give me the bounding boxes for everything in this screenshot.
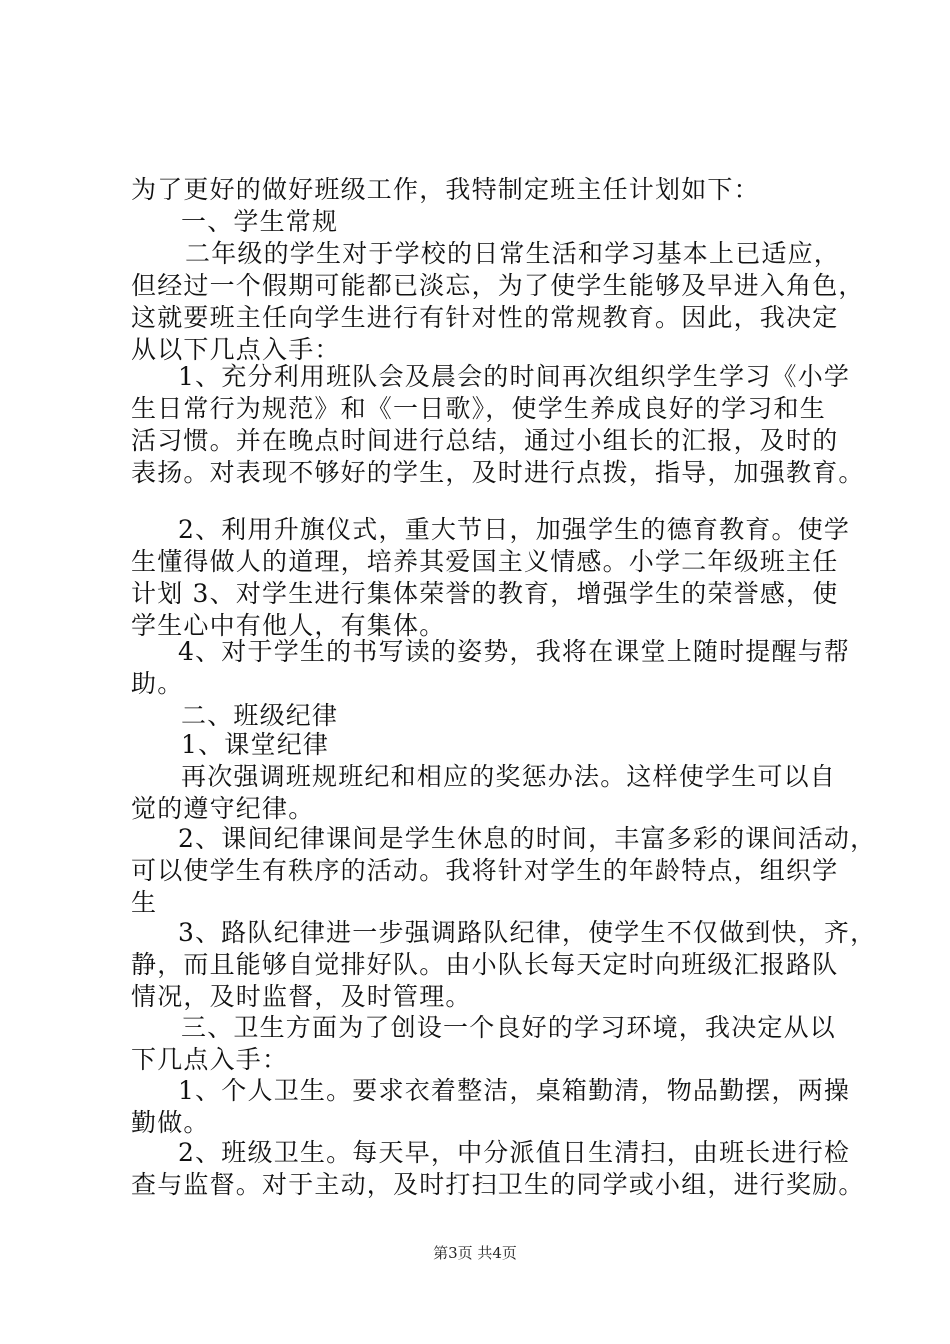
text-line: 这就要班主任向学生进行有针对性的常规教育。因此，我决定 (131, 303, 839, 332)
text-line: 静，而且能够自觉排好队。由小队长每天定时向班级汇报路队 (131, 950, 839, 979)
text-line: 2、利用升旗仪式，重大节日，加强学生的德育教育。使学 (178, 515, 851, 544)
text-line: 觉的遵守纪律。 (131, 794, 315, 823)
text-line: 但经过一个假期可能都已淡忘，为了使学生能够及早进入角色， (131, 271, 865, 300)
subsection-heading: 1、课堂纪律 (181, 730, 330, 759)
text-line: 二年级的学生对于学校的日常生活和学习基本上已适应， (185, 239, 841, 268)
text-line: 勤做。 (131, 1108, 210, 1137)
section-heading: 一、学生常规 (181, 207, 339, 236)
text-line: 查与监督。对于主动，及时打扫卫生的同学或小组，进行奖励。 (131, 1170, 865, 1199)
text-line: 2、班级卫生。每天早，中分派值日生清扫，由班长进行检 (178, 1138, 851, 1167)
text-line: 4、对于学生的书写读的姿势，我将在课堂上随时提醒与帮 (178, 637, 851, 666)
text-line: 生 (131, 888, 158, 917)
text-line: 生懂得做人的道理，培养其爱国主义情感。小学二年级班主任 (131, 547, 839, 576)
text-line: 2、课间纪律课间是学生休息的时间，丰富多彩的课间活动， (178, 824, 877, 853)
section-heading: 三、卫生方面为了创设一个良好的学习环境，我决定从以 (181, 1013, 837, 1042)
text-line: 为了更好的做好班级工作，我特制定班主任计划如下： (131, 175, 760, 204)
text-line: 3、路队纪律进一步强调路队纪律，使学生不仅做到快，齐， (178, 918, 877, 947)
text-line: 再次强调班规班纪和相应的奖惩办法。这样使学生可以自 (181, 762, 837, 791)
text-line: 1、充分利用班队会及晨会的时间再次组织学生学习《小学 (178, 362, 851, 391)
text-line: 表扬。对表现不够好的学生，及时进行点拨，指导，加强教育。 (131, 458, 865, 487)
text-line: 学生心中有他人，有集体。 (131, 611, 446, 640)
page-number-footer: 第3页 共4页 (433, 1244, 517, 1262)
text-line: 助。 (131, 669, 184, 698)
text-line: 1、个人卫生。要求衣着整洁，桌箱勤清，物品勤摆，两操 (178, 1076, 851, 1105)
text-line: 可以使学生有秩序的活动。我将针对学生的年龄特点，组织学 (131, 856, 839, 885)
text-line: 从以下几点入手： (131, 335, 341, 364)
section-heading: 二、班级纪律 (181, 701, 339, 730)
text-line: 计划 3、对学生进行集体荣誉的教育，增强学生的荣誉感，使 (131, 579, 839, 608)
text-line: 生日常行为规范》和《一日歌》，使学生养成良好的学习和生 (131, 394, 826, 423)
text-line: 活习惯。并在晚点时间进行总结，通过小组长的汇报，及时的 (131, 426, 839, 455)
text-line: 下几点入手： (131, 1045, 289, 1074)
text-line: 情况，及时监督，及时管理。 (131, 982, 472, 1011)
